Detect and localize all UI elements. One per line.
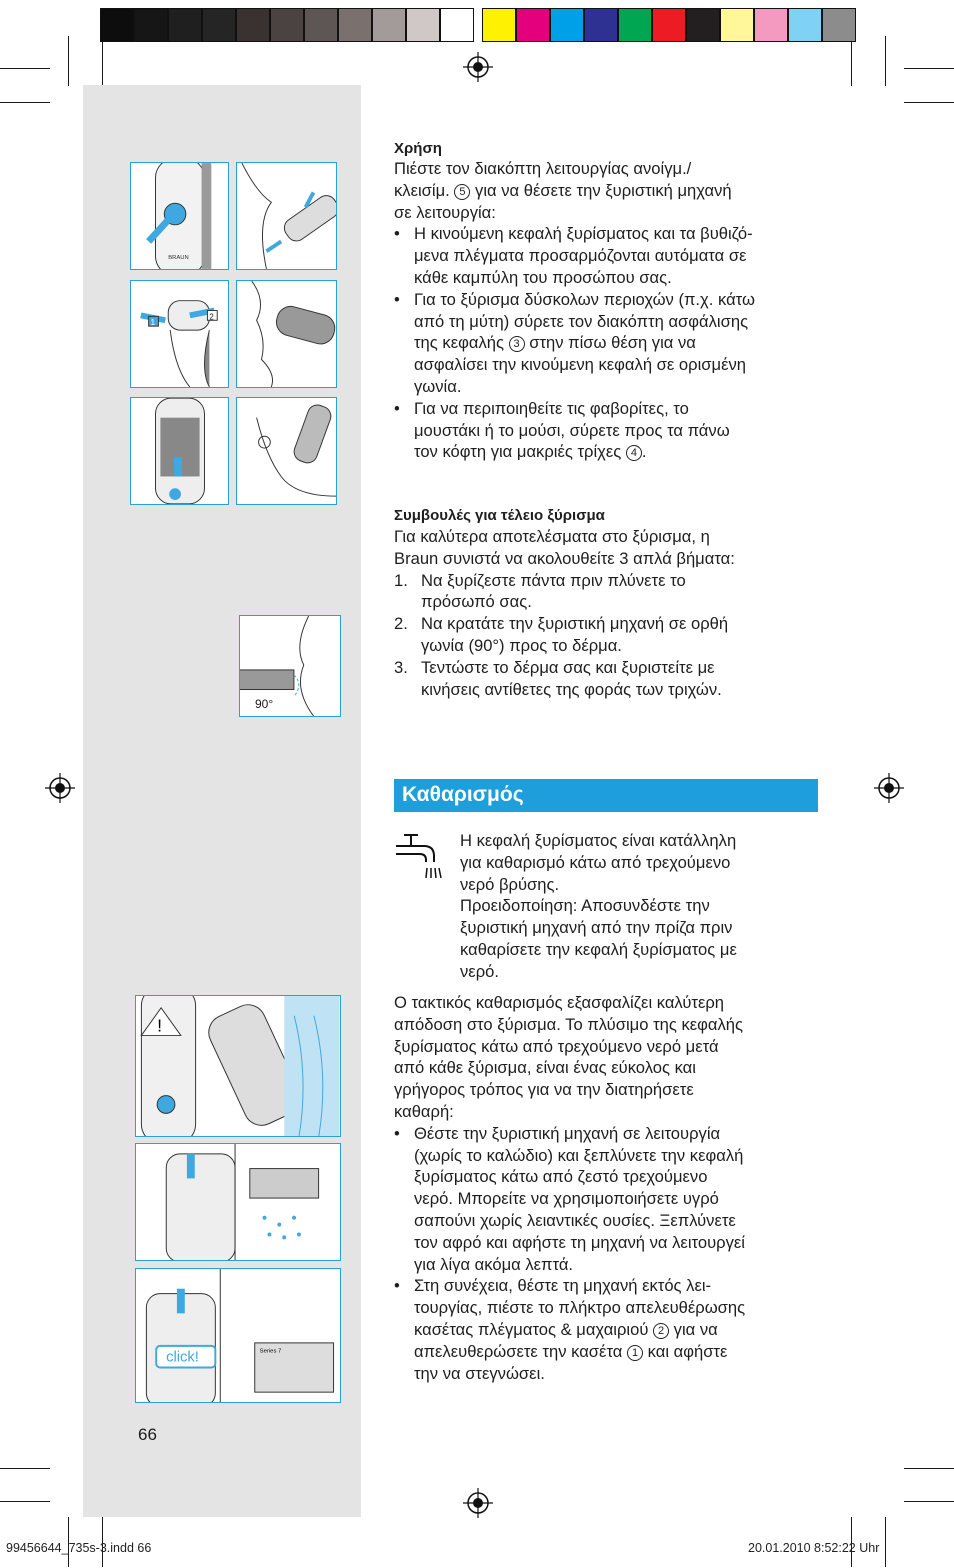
figure-long-hair-trimmer xyxy=(130,397,229,505)
figure-shaving-neck xyxy=(236,162,337,270)
ref-number-icon: 2 xyxy=(653,1323,669,1339)
footer-file-info: 99456644_735s-3.indd 66 xyxy=(6,1541,152,1555)
color-swatch xyxy=(720,8,754,42)
color-swatch xyxy=(754,8,788,42)
section-title: Καθαρισμός xyxy=(402,783,524,806)
figure-release-cassette xyxy=(135,1268,341,1403)
crop-mark xyxy=(68,36,69,86)
water-tap-icon xyxy=(394,830,444,882)
tap-text: Η κεφαλή ξυρίσματος είναι κατάλληλη για καθαρισμό κάτω από τρεχούμενο νερό βρύσης. Προειδοποίηση: Αποσυνδέστε την ξυριστική μηχανή από την πρίζα πριν καθαρίσετε την κεφαλή ξυρίσματος με νερό. xyxy=(460,831,737,981)
color-swatch xyxy=(652,8,686,42)
registration-mark-icon xyxy=(463,52,493,82)
cleaning-section-header xyxy=(394,779,818,812)
color-swatch xyxy=(236,8,270,42)
color-swatch xyxy=(338,8,372,42)
color-swatch xyxy=(550,8,584,42)
click-label: click! xyxy=(166,1349,199,1366)
figure-lock-switch xyxy=(130,280,229,388)
color-swatch xyxy=(406,8,440,42)
brand-label: BRAUN xyxy=(168,255,189,262)
color-swatch xyxy=(584,8,618,42)
crop-mark xyxy=(0,1468,50,1469)
color-swatch xyxy=(202,8,236,42)
color-swatch xyxy=(100,8,134,42)
angle-label: 90° xyxy=(255,697,274,711)
color-swatch xyxy=(516,8,550,42)
crop-mark xyxy=(904,1501,954,1502)
tips-text: Για καλύτερα αποτελέσματα στο ξύρισμα, η Braun συνιστά να ακολουθείτε 3 απλά βήματα: 1. Να ξυρίζεστε πάντα πριν πλύνετε το πρόσωπό σας. 2. Να κρατάτε την ξυριστική μηχανή σε ορθή γωνία (90°) προς το δέρμα. 3. Τεντώστε το δέρμα σας και ξυριστείτε με κινήσεις αντίθετες της φοράς των τριχών. xyxy=(394,527,735,699)
crop-mark xyxy=(904,68,954,69)
color-swatch xyxy=(134,8,168,42)
registration-mark-icon xyxy=(45,773,75,803)
series-label: Series 7 xyxy=(259,1348,282,1355)
color-swatch xyxy=(372,8,406,42)
tips-heading: Συμβουλές για τέλειο ξύρισμα xyxy=(394,507,605,524)
ref-number-icon: 3 xyxy=(509,336,525,352)
step-label: 1 xyxy=(150,318,155,328)
figure-soap-cleaning xyxy=(135,1143,341,1261)
color-swatch xyxy=(788,8,822,42)
color-swatch xyxy=(618,8,652,42)
registration-mark-icon xyxy=(463,1488,493,1518)
page-number: 66 xyxy=(138,1425,157,1444)
crop-mark xyxy=(904,1468,954,1469)
crop-mark xyxy=(102,36,103,86)
crop-mark xyxy=(851,36,852,86)
figure-sideburns xyxy=(236,397,337,505)
usage-text: Πιέστε τον διακόπτη λειτουργίας ανοίγμ./ κλεισίμ. 5 για να θέσετε την ξυριστική μηχανή σε λειτουργία: • Η κινούμενη κεφαλή ξυρίσματος και τα βυθιζό- μενα πλέγματα προσαρμόζονται αυτόματα σε κάθε καμπύλη του προσώπου σας. • Για το ξύρισμα δύσκολων περιοχών (π.χ. κάτω από τη μύτη) σύρετε τον διακόπτη ασφάλισης της κεφαλής 3 στην πίσω θέση για να ασφαλίσει την κινούμενη κεφαλή σε ορισμένη γωνία. • Για να περιποιηθείτε τις φαβορίτες, το μουστάκι ή το μούσι, σύρετε προς τα πάνω τον κόφτη για μακριές τρίχες 4 . xyxy=(394,158,824,463)
crop-mark xyxy=(0,102,50,103)
color-swatch xyxy=(304,8,338,42)
warning-icon: ! xyxy=(157,1015,163,1036)
crop-mark xyxy=(0,68,50,69)
crop-mark xyxy=(885,1517,886,1567)
ref-number-icon: 5 xyxy=(454,184,470,200)
color-swatch xyxy=(168,8,202,42)
ref-number-icon: 1 xyxy=(627,1345,643,1361)
color-swatch xyxy=(482,8,516,42)
crop-mark xyxy=(885,36,886,86)
color-swatch xyxy=(270,8,304,42)
usage-heading: Χρήση xyxy=(394,140,442,157)
figure-power-switch xyxy=(130,162,229,270)
figure-rinse-under-water xyxy=(135,995,341,1137)
crop-mark xyxy=(0,1501,50,1502)
figure-shaving-upper-lip xyxy=(236,280,337,388)
color-swatch xyxy=(822,8,856,42)
ref-number-icon: 4 xyxy=(626,445,642,461)
footer-timestamp: 20.01.2010 8:52:22 Uhr xyxy=(748,1541,880,1555)
color-swatch xyxy=(686,8,720,42)
color-swatch xyxy=(440,8,474,42)
step-label: 2 xyxy=(209,312,214,322)
cleaning-text: Ο τακτικός καθαρισμός εξασφαλίζει καλύτερη απόδοση στο ξύρισμα. Το πλύσιμο της κεφαλής ξυρίσματος κάτω από τρεχούμενο νερό μετά από κάθε ξύρισμα, είναι ένας εύκολος και γρήγορος τρόπος για να την διατηρήσετε καθαρή: • Θέστε την ξυριστική μηχανή σε λειτουργία (χωρίς το καλώδιο) και ξεπλύνετε την κεφαλή ξυρίσματος κάτω από ζεστό τρεχούμενο νερό. Μπορείτε να χρησιμοποιήσετε υγρό σαπούνι χωρίς λειαντικές ουσίες. Ξεπλύνετε τον αφρό και αφήστε τη μηχανή να λειτουργεί για λίγα ακόμα λεπτά. • Στη συνέχεια, θέστε τη μηχανή εκτός λει- τουργίας, πιέστε το πλήκτρο απελευθέρωσης κασέτας πλέγματος & μαχαιριού 2 για να απελευθερώσετε την κασέτα 1 και αφήστε την να στεγνώσει. xyxy=(394,992,834,1384)
registration-mark-icon xyxy=(874,773,904,803)
crop-mark xyxy=(904,102,954,103)
